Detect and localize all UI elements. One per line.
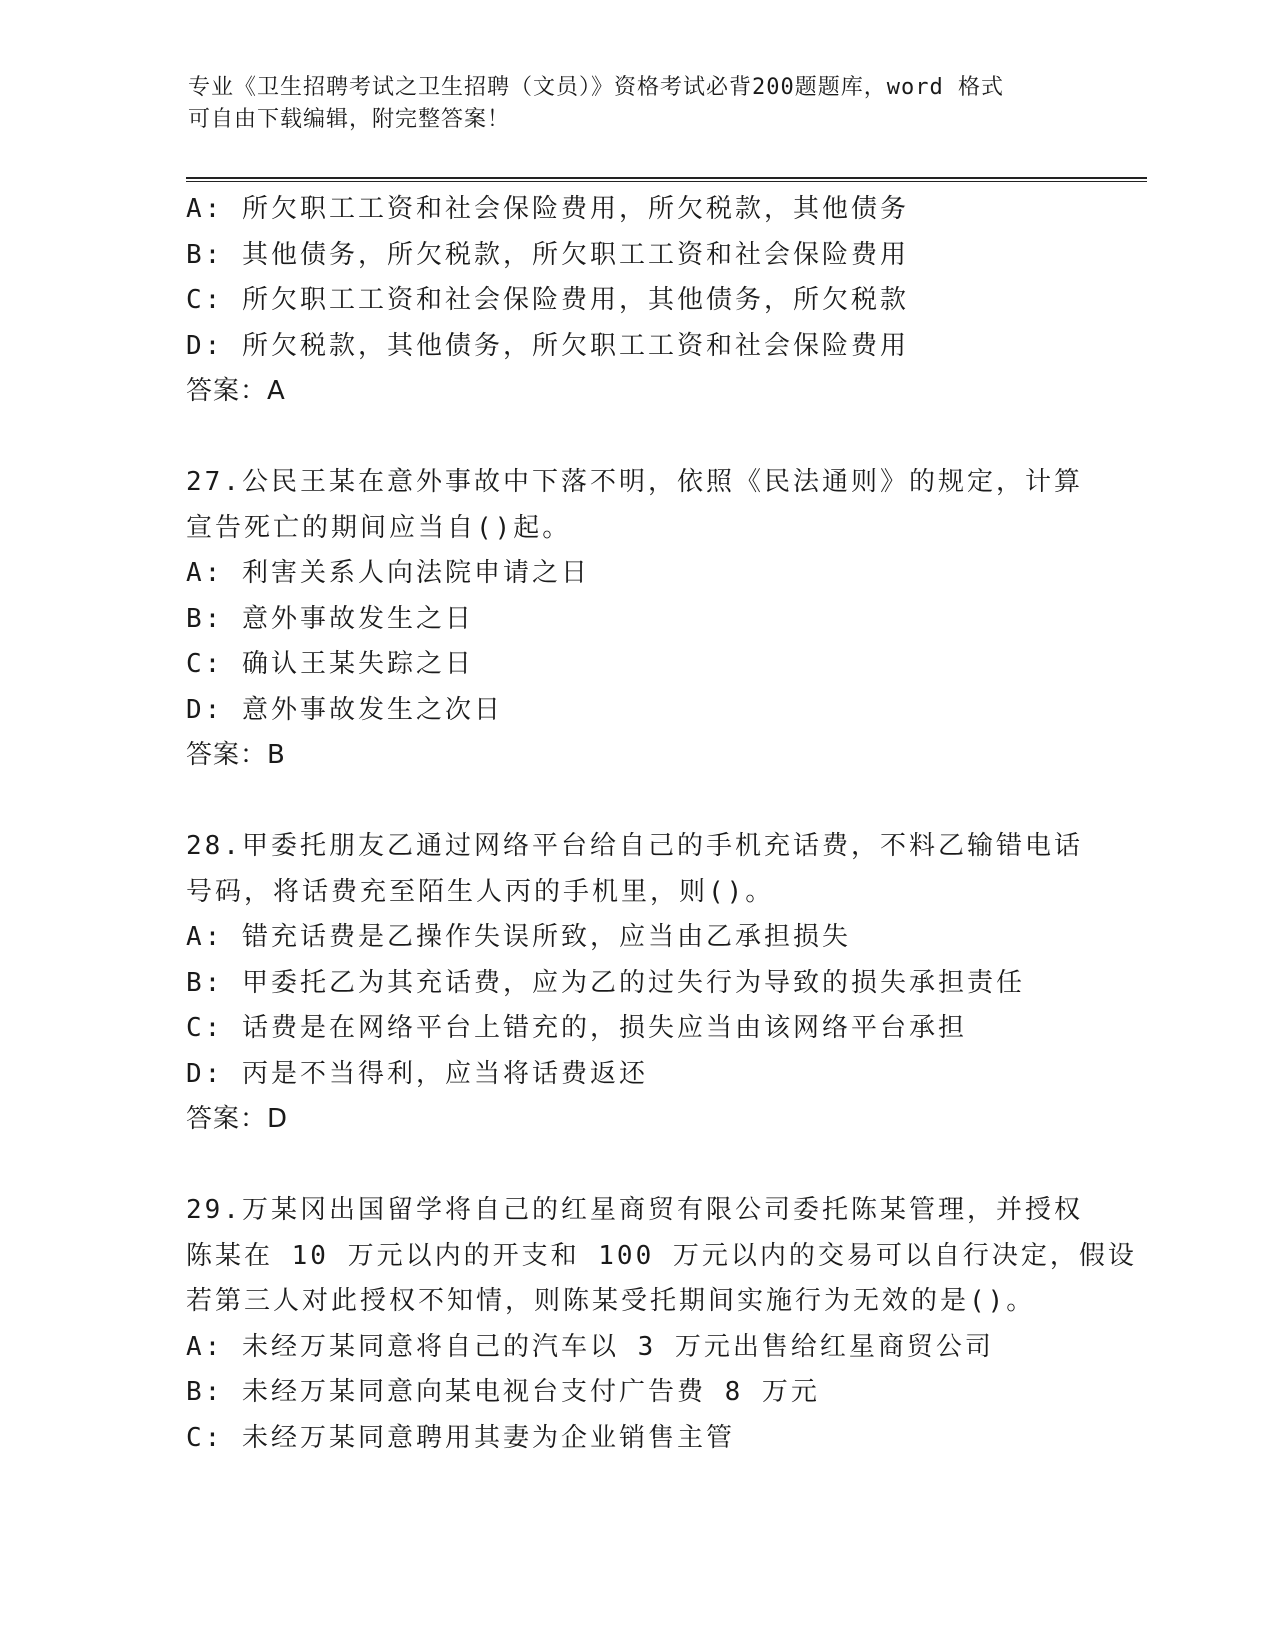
question-stem: 宣告死亡的期间应当自()起。 — [186, 512, 572, 543]
answer-line: 答案：D — [186, 1104, 289, 1134]
option-a: A: 所欠职工工资和社会保险费用，所欠税款，其他债务 — [186, 194, 909, 224]
answer-line: 答案：A — [186, 376, 286, 406]
option-c: C: 话费是在网络平台上错充的，损失应当由该网络平台承担 — [186, 1013, 967, 1043]
question-stem: 27.公民王某在意外事故中下落不明，依照《民法通则》的规定，计算 — [186, 467, 1083, 497]
option-a: A: 错充话费是乙操作失误所致，应当由乙承担损失 — [186, 922, 851, 952]
option-b: B: 意外事故发生之日 — [186, 603, 474, 634]
question-26-block — [186, 187, 1086, 415]
option-d: D: 所欠税款，其他债务，所欠职工工资和社会保险费用 — [186, 330, 909, 361]
option-c: C: 未经万某同意聘用其妻为企业销售主管 — [186, 1422, 735, 1453]
header-line-1: 专业《卫生招聘考试之卫生招聘（文员）》资格考试必背200题题库，word 格式 — [188, 75, 1004, 100]
question-stem: 29.万某冈出国留学将自己的红星商贸有限公司委托陈某管理，并授权 — [186, 1195, 1083, 1225]
option-c: C: 确认王某失踪之日 — [186, 649, 474, 679]
option-b: B: 其他债务，所欠税款，所欠职工工资和社会保险费用 — [186, 239, 909, 270]
option-d: D: 意外事故发生之次日 — [186, 694, 503, 725]
document-body — [186, 187, 1137, 1461]
option-b: B: 未经万某同意向某电视台支付广告费 8 万元 — [186, 1377, 820, 1407]
answer-line: 答案：B — [186, 740, 286, 770]
question-29-block — [186, 1188, 1137, 1461]
header-divider-thick — [186, 177, 1147, 179]
blank-line — [186, 779, 1086, 825]
question-27-block — [186, 460, 1086, 779]
blank-line — [186, 415, 1086, 461]
question-stem: 陈某在 10 万元以内的开支和 100 万元以内的交易可以自行决定，假设 — [186, 1240, 1137, 1271]
header-divider-thin — [186, 181, 1147, 182]
question-stem: 号码，将话费充至陌生人丙的手机里，则()。 — [186, 876, 775, 907]
option-a: A: 未经万某同意将自己的汽车以 3 万元出售给红星商贸公司 — [186, 1331, 994, 1362]
question-stem: 28.甲委托朋友乙通过网络平台给自己的手机充话费，不料乙输错电话 — [186, 831, 1083, 861]
option-b: B: 甲委托乙为其充话费，应为乙的过失行为导致的损失承担责任 — [186, 967, 1025, 998]
option-a: A: 利害关系人向法院申请之日 — [186, 558, 590, 588]
option-c: C: 所欠职工工资和社会保险费用，其他债务，所欠税款 — [186, 285, 909, 315]
question-stem: 若第三人对此授权不知情，则陈某受托期间实施行为无效的是()。 — [186, 1286, 1036, 1316]
blank-line — [186, 1143, 1086, 1189]
header-line-2: 可自由下载编辑，附完整答案！ — [188, 107, 511, 132]
option-d: D: 丙是不当得利，应当将话费返还 — [186, 1058, 648, 1089]
document-header — [188, 72, 1068, 136]
question-28-block — [186, 824, 1086, 1143]
